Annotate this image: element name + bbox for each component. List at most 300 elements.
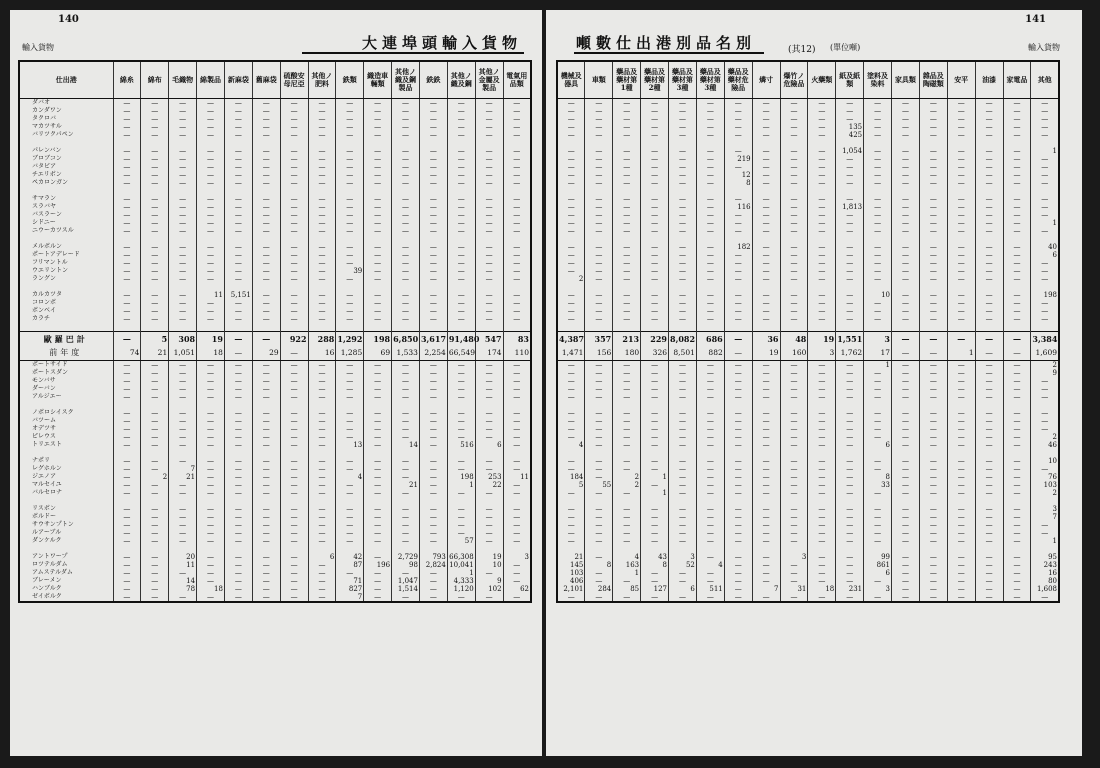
table-row: [557, 593, 1059, 602]
table-cell: —: [169, 131, 197, 139]
table-cell: —: [141, 147, 169, 155]
table-row: [557, 409, 1059, 417]
table-cell: —: [419, 299, 447, 307]
spacer-cell: [557, 139, 585, 147]
table-cell: —: [864, 489, 892, 497]
table-cell: —: [585, 195, 613, 203]
table-cell: —: [836, 577, 864, 585]
table-cell: —: [169, 275, 197, 283]
table-cell: —: [947, 211, 975, 219]
table-cell: —: [475, 315, 503, 323]
table-cell: —: [975, 393, 1003, 401]
table-cell: 3: [808, 346, 836, 361]
table-cell: —: [169, 227, 197, 235]
table-cell: —: [613, 417, 641, 425]
table-cell: —: [392, 473, 420, 481]
table-cell: —: [557, 465, 585, 473]
table-cell: —: [724, 385, 752, 393]
page-number: 141: [1025, 14, 1046, 25]
spacer-cell: [780, 283, 808, 291]
table-cell: —: [392, 393, 420, 401]
table-cell: —: [141, 489, 169, 497]
spacer-cell: [1031, 139, 1059, 147]
table-cell: —: [224, 299, 252, 307]
table-cell: —: [724, 505, 752, 513]
table-cell: 4: [613, 553, 641, 561]
table-row: [557, 115, 1059, 123]
table-cell: —: [475, 417, 503, 425]
table-cell: —: [419, 219, 447, 227]
table-cell: —: [503, 561, 531, 569]
spacer-cell: [364, 497, 392, 505]
table-cell: —: [280, 179, 308, 187]
table-cell: —: [919, 163, 947, 171]
table-cell: —: [336, 425, 364, 433]
table-cell: —: [364, 99, 392, 108]
table-cell: —: [364, 385, 392, 393]
table-row: [19, 529, 531, 537]
table-cell: —: [752, 195, 780, 203]
table-cell: —: [169, 291, 197, 299]
table-cell: 12: [724, 171, 752, 179]
table-cell: —: [808, 577, 836, 585]
port-name: コロンボ: [19, 299, 113, 307]
table-row: [557, 291, 1059, 299]
spacer-cell: [447, 323, 475, 332]
table-cell: —: [557, 529, 585, 537]
table-cell: —: [892, 219, 920, 227]
port-name: バタビア: [19, 163, 113, 171]
table-cell: —: [864, 251, 892, 259]
table-cell: —: [752, 569, 780, 577]
table-cell: —: [141, 537, 169, 545]
table-cell: —: [475, 123, 503, 131]
spacer-cell: [447, 139, 475, 147]
table-cell: 1: [947, 346, 975, 361]
table-cell: —: [197, 251, 225, 259]
table-cell: —: [113, 332, 141, 347]
table-cell: —: [503, 489, 531, 497]
table-cell: —: [892, 569, 920, 577]
table-row: [19, 537, 531, 545]
table-cell: —: [419, 251, 447, 259]
table-cell: —: [113, 99, 141, 108]
table-cell: —: [641, 577, 669, 585]
table-cell: —: [585, 299, 613, 307]
table-cell: —: [780, 473, 808, 481]
table-cell: —: [808, 433, 836, 441]
table-cell: —: [919, 346, 947, 361]
table-cell: —: [975, 147, 1003, 155]
table-cell: —: [585, 163, 613, 171]
spacer-row: [557, 235, 1059, 243]
table-cell: —: [336, 243, 364, 251]
spacer-cell: [669, 187, 697, 195]
table-cell: —: [197, 107, 225, 115]
spacer-cell: [197, 449, 225, 457]
spacer-cell: [141, 139, 169, 147]
table-cell: —: [1003, 409, 1031, 417]
spacer-row: [19, 497, 531, 505]
table-cell: —: [724, 521, 752, 529]
spacer-cell: [19, 449, 113, 457]
spacer-cell: [503, 323, 531, 332]
table-row: [19, 115, 531, 123]
spacer-cell: [252, 545, 280, 553]
table-cell: —: [252, 99, 280, 108]
table-cell: —: [613, 219, 641, 227]
spacer-cell: [336, 323, 364, 332]
table-cell: —: [336, 163, 364, 171]
table-cell: —: [280, 267, 308, 275]
table-cell: —: [669, 155, 697, 163]
table-cell: —: [252, 385, 280, 393]
table-cell: —: [1003, 537, 1031, 545]
spacer-cell: [224, 401, 252, 409]
table-cell: —: [808, 107, 836, 115]
column-header: 藥品及藥材第1種: [613, 61, 641, 99]
table-cell: —: [169, 385, 197, 393]
table-cell: —: [613, 227, 641, 235]
table-row: [557, 529, 1059, 537]
table-cell: —: [919, 473, 947, 481]
table-cell: —: [752, 441, 780, 449]
table-cell: —: [752, 433, 780, 441]
table-cell: —: [141, 441, 169, 449]
port-name: ボルドー: [19, 513, 113, 521]
table-cell: 231: [836, 585, 864, 593]
table-cell: —: [224, 385, 252, 393]
table-cell: —: [975, 361, 1003, 370]
table-cell: —: [892, 171, 920, 179]
table-cell: —: [252, 505, 280, 513]
table-cell: —: [557, 155, 585, 163]
spacer-row: [19, 323, 531, 332]
table-cell: —: [752, 203, 780, 211]
table-cell: —: [752, 299, 780, 307]
column-header: 舊麻袋: [252, 61, 280, 99]
table-cell: —: [696, 361, 724, 370]
table-cell: —: [557, 203, 585, 211]
table-cell: —: [364, 393, 392, 401]
table-cell: —: [141, 291, 169, 299]
table-cell: —: [280, 561, 308, 569]
table-cell: —: [224, 267, 252, 275]
table-cell: —: [419, 163, 447, 171]
table-cell: —: [141, 577, 169, 585]
table-cell: —: [364, 179, 392, 187]
table-cell: —: [419, 593, 447, 602]
table-cell: —: [364, 163, 392, 171]
table-cell: —: [392, 307, 420, 315]
table-cell: —: [585, 441, 613, 449]
table-cell: 2: [613, 473, 641, 481]
table-cell: —: [475, 99, 503, 108]
table-cell: —: [641, 115, 669, 123]
table-cell: —: [1003, 251, 1031, 259]
table-cell: 8: [585, 561, 613, 569]
table-cell: —: [280, 203, 308, 211]
table-cell: —: [113, 243, 141, 251]
table-cell: —: [669, 195, 697, 203]
table-cell: —: [447, 115, 475, 123]
spacer-cell: [224, 449, 252, 457]
table-cell: —: [308, 505, 336, 513]
table-cell: —: [808, 227, 836, 235]
table-cell: —: [419, 147, 447, 155]
table-cell: —: [919, 315, 947, 323]
table-cell: —: [947, 107, 975, 115]
table-cell: —: [947, 361, 975, 370]
table-cell: —: [447, 107, 475, 115]
table-cell: 83: [503, 332, 531, 347]
spacer-cell: [308, 545, 336, 553]
table-row: [557, 425, 1059, 433]
table-cell: —: [724, 489, 752, 497]
spacer-cell: [392, 449, 420, 457]
table-cell: —: [419, 115, 447, 123]
table-cell: —: [224, 107, 252, 115]
spacer-cell: [613, 235, 641, 243]
table-cell: 19: [808, 332, 836, 347]
table-cell: —: [113, 211, 141, 219]
table-cell: —: [836, 529, 864, 537]
table-cell: —: [280, 115, 308, 123]
right-page: [546, 10, 1082, 756]
table-cell: —: [364, 441, 392, 449]
table-cell: —: [447, 171, 475, 179]
table-cell: —: [1031, 593, 1059, 602]
table-cell: —: [724, 332, 752, 347]
table-cell: —: [947, 513, 975, 521]
spacer-cell: [752, 497, 780, 505]
column-header: 火藥類: [808, 61, 836, 99]
table-cell: —: [752, 537, 780, 545]
table-cell: —: [780, 489, 808, 497]
table-cell: —: [892, 147, 920, 155]
table-cell: —: [197, 473, 225, 481]
table-cell: —: [780, 505, 808, 513]
spacer-cell: [308, 187, 336, 195]
spacer-cell: [613, 449, 641, 457]
table-cell: —: [780, 529, 808, 537]
table-cell: 40: [1031, 243, 1059, 251]
table-cell: —: [585, 227, 613, 235]
table-cell: —: [919, 465, 947, 473]
table-cell: —: [392, 219, 420, 227]
table-cell: —: [141, 107, 169, 115]
spacer-cell: [808, 449, 836, 457]
spacer-cell: [864, 497, 892, 505]
title-underline: [574, 52, 764, 54]
table-cell: —: [669, 569, 697, 577]
spacer-cell: [308, 139, 336, 147]
port-name: フリマントル: [19, 259, 113, 267]
table-row: [19, 377, 531, 385]
table-cell: —: [696, 203, 724, 211]
spacer-row: [557, 187, 1059, 195]
table-cell: —: [613, 163, 641, 171]
column-header: 雜品及陶磁類: [919, 61, 947, 99]
table-cell: —: [447, 131, 475, 139]
table-cell: —: [224, 259, 252, 267]
table-cell: —: [892, 291, 920, 299]
table-cell: —: [224, 505, 252, 513]
spacer-cell: [752, 283, 780, 291]
table-cell: —: [696, 537, 724, 545]
spacer-cell: [19, 497, 113, 505]
table-cell: —: [641, 409, 669, 417]
table-cell: —: [308, 291, 336, 299]
table-cell: —: [808, 307, 836, 315]
table-cell: —: [975, 179, 1003, 187]
table-cell: —: [197, 195, 225, 203]
table-cell: —: [447, 465, 475, 473]
table-cell: —: [113, 473, 141, 481]
table-cell: 6: [475, 441, 503, 449]
table-cell: —: [475, 267, 503, 275]
spacer-cell: [503, 545, 531, 553]
table-cell: —: [752, 369, 780, 377]
table-cell: —: [947, 457, 975, 465]
table-cell: 66,308: [449, 553, 474, 561]
spacer-cell: [392, 235, 420, 243]
table-cell: —: [197, 569, 225, 577]
table-cell: —: [1003, 131, 1031, 139]
table-cell: —: [669, 393, 697, 401]
table-cell: —: [557, 115, 585, 123]
table-cell: 13: [336, 441, 364, 449]
table-cell: —: [392, 299, 420, 307]
table-cell: —: [364, 219, 392, 227]
table-cell: —: [308, 243, 336, 251]
table-cell: —: [336, 481, 364, 489]
spacer-cell: [169, 139, 197, 147]
spacer-cell: [613, 139, 641, 147]
table-cell: 6: [1031, 251, 1059, 259]
table-cell: —: [808, 291, 836, 299]
spacer-cell: [336, 497, 364, 505]
spacer-cell: [613, 401, 641, 409]
table-cell: 163: [613, 561, 641, 569]
table-cell: —: [947, 417, 975, 425]
spacer-cell: [975, 323, 1003, 332]
table-cell: —: [280, 369, 308, 377]
table-cell: —: [308, 529, 336, 537]
table-cell: —: [503, 425, 531, 433]
spacer-cell: [252, 449, 280, 457]
table-cell: —: [280, 529, 308, 537]
table-cell: —: [503, 251, 531, 259]
table-cell: —: [280, 417, 308, 425]
table-cell: 1,533: [392, 346, 420, 361]
table-cell: —: [724, 577, 752, 585]
table-cell: —: [836, 163, 864, 171]
column-header: 藥品及藥材第3種: [696, 61, 724, 99]
table-cell: —: [280, 593, 308, 602]
table-cell: 2,729: [392, 553, 420, 561]
table-cell: —: [280, 171, 308, 179]
table-cell: 43: [641, 553, 669, 561]
table-cell: —: [419, 433, 447, 441]
table-cell: —: [447, 385, 475, 393]
table-cell: —: [613, 155, 641, 163]
table-cell: 57: [447, 537, 475, 545]
table-cell: —: [113, 251, 141, 259]
table-cell: —: [364, 275, 392, 283]
table-cell: —: [947, 481, 975, 489]
table-cell: —: [141, 163, 169, 171]
table-cell: —: [947, 569, 975, 577]
table-cell: —: [141, 267, 169, 275]
table-cell: 135: [836, 123, 864, 131]
table-cell: —: [557, 211, 585, 219]
table-cell: —: [892, 299, 920, 307]
spacer-cell: [557, 235, 585, 243]
table-cell: —: [696, 171, 724, 179]
table-cell: —: [836, 481, 864, 489]
spacer-cell: [141, 235, 169, 243]
table-cell: —: [141, 179, 169, 187]
spacer-cell: [975, 449, 1003, 457]
table-cell: —: [585, 99, 613, 108]
table-cell: —: [836, 369, 864, 377]
spacer-cell: [975, 401, 1003, 409]
table-cell: —: [752, 131, 780, 139]
table-cell: 6: [669, 585, 697, 593]
table-cell: —: [252, 569, 280, 577]
spacer-cell: [808, 497, 836, 505]
table-cell: —: [975, 593, 1003, 602]
table-cell: —: [975, 457, 1003, 465]
table-cell: —: [364, 553, 392, 561]
table-cell: —: [585, 361, 613, 370]
table-cell: —: [836, 513, 864, 521]
spacer-cell: [336, 545, 364, 553]
spacer-cell: [364, 401, 392, 409]
spacer-cell: [503, 187, 531, 195]
table-row: [19, 393, 531, 401]
table-cell: —: [808, 489, 836, 497]
table-cell: 180: [613, 346, 641, 361]
port-name: ピレウス: [19, 433, 113, 441]
table-cell: 10: [475, 561, 503, 569]
table-cell: —: [169, 107, 197, 115]
spacer-cell: [1003, 235, 1031, 243]
table-cell: —: [1003, 259, 1031, 267]
table-cell: —: [392, 203, 420, 211]
table-row: [19, 425, 531, 433]
table-cell: —: [252, 513, 280, 521]
table-cell: —: [947, 315, 975, 323]
table-cell: —: [864, 505, 892, 513]
table-cell: —: [919, 123, 947, 131]
spacer-cell: [613, 187, 641, 195]
table-cell: —: [808, 275, 836, 283]
table-cell: —: [113, 441, 141, 449]
table-cell: —: [836, 433, 864, 441]
port-name: シドニー: [19, 219, 113, 227]
spacer-cell: [836, 401, 864, 409]
table-cell: —: [252, 259, 280, 267]
table-cell: —: [975, 315, 1003, 323]
table-cell: —: [503, 529, 531, 537]
table-cell: 52: [669, 561, 697, 569]
table-cell: 103: [557, 569, 585, 577]
left-page: [10, 10, 542, 756]
spacer-cell: [669, 545, 697, 553]
spacer-cell: [364, 187, 392, 195]
